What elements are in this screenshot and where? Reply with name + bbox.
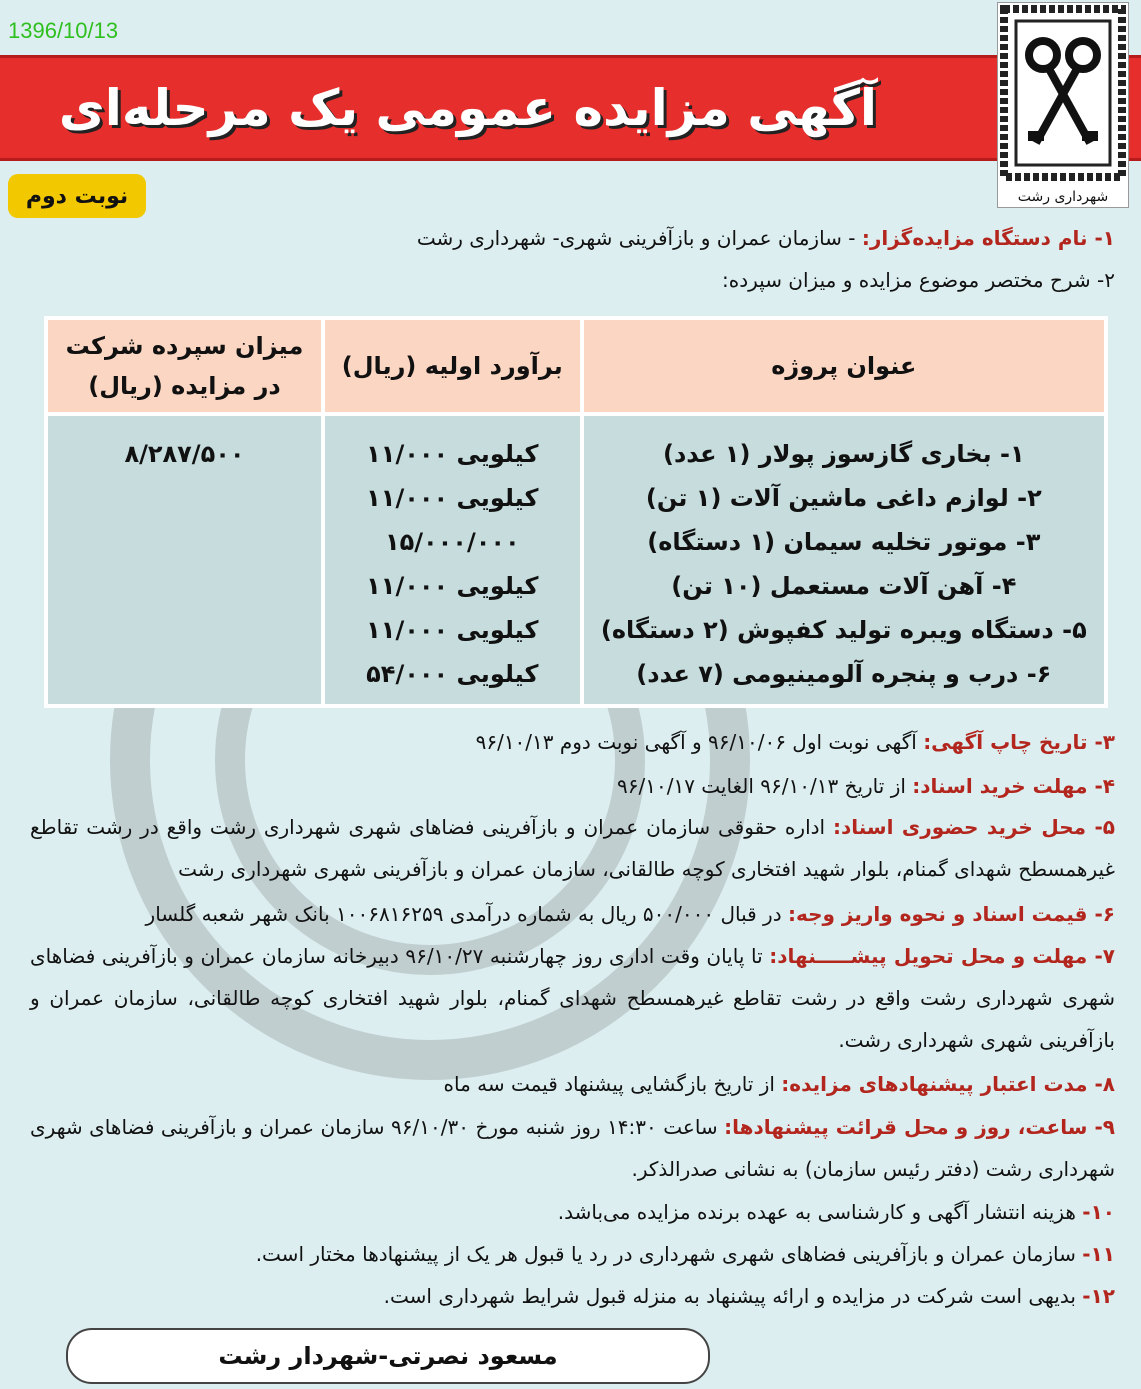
section-8 (444, 1070, 1116, 1098)
section-6-label: ۶- قیمت اسناد و نحوه واریز وجه: (787, 902, 1115, 926)
section-6-text: در قبال ۵۰۰/۰۰۰ ریال به شماره درآمدی ۱۰۰۶۸۱۶۲۵۹ بانک شهر شعبه گلسار (145, 902, 788, 926)
section-12-num: ۱۲- (1082, 1284, 1115, 1308)
header-project-title: عنوان پروژه (584, 320, 1104, 412)
estimate-list (325, 416, 580, 704)
section-4-text: از تاریخ ۹۶/۱۰/۱۳ الغایت ۹۶/۱۰/۱۷ (617, 774, 913, 798)
date-stamp: 1396/10/13 (8, 18, 119, 43)
section-7-label: ۷- مهلت و محل تحویل پیشـــــنهاد: (769, 944, 1116, 968)
crossed-keys-icon (998, 3, 1128, 183)
section-11-text: سازمان عمران و بازآفرینی فضاهای شهری شهرداری در رد یا قبول هر یک از پیشنهادها مختار است. (255, 1242, 1083, 1266)
estimate-item: کیلویی ۱۱/۰۰۰ (366, 616, 539, 644)
section-2: ۲- شرح مختصر موضوع مزایده و میزان سپرده: (722, 268, 1115, 292)
section-9 (30, 1106, 1115, 1190)
section-5-text: اداره حقوقی سازمان عمران و بازآفرینی فضاهای شهری شهرداری رشت واقع در رشت تقاطع غیرهمسطح شهدای گمنام، بلوار شهید افتخاری کوچه طالقانی، سازمان عمران و بازآفرینی شهری شهرداری رشت (30, 815, 1115, 881)
project-item: ۱- بخاری گازسوز پولار (۱ عدد) (662, 440, 1025, 468)
section-1-text: - سازمان عمران و بازآفرینی شهری- شهرداری رشت (416, 226, 862, 250)
section-12 (384, 1282, 1115, 1310)
page-title: آگهی مزایده عمومی یک مرحله‌ای (58, 79, 878, 137)
project-item: ۶- درب و پنجره آلومینیومی (۷ عدد) (636, 660, 1052, 688)
section-10-text: هزینه انتشار آگهی و کارشناسی به عهده برنده مزایده می‌باشد. (557, 1200, 1083, 1224)
estimate-item: کیلویی ۱۱/۰۰۰ (366, 572, 539, 600)
section-7 (30, 935, 1115, 1061)
section-8-label: ۸- مدت اعتبار پیشنهادهای مزایده: (781, 1072, 1115, 1096)
table-row (48, 416, 1104, 704)
project-list (584, 416, 1104, 704)
project-item: ۲- لوازم داغی ماشین آلات (۱ تن) (645, 484, 1042, 512)
header-deposit: میزان سپرده شرکت در مزایده (ریال) (48, 320, 321, 412)
signature: مسعود نصرتی-شهردار رشت (66, 1328, 710, 1384)
project-item: ۴- آهن آلات مستعمل (۱۰ تن) (671, 572, 1017, 600)
section-11-num: ۱۱- (1082, 1242, 1115, 1266)
section-10 (558, 1198, 1115, 1226)
section-7-text: تا پایان وقت اداری روز چهارشنبه ۹۶/۱۰/۲۷ دبیرخانه سازمان عمران و بازآفرینی فضاهای شهری شهرداری رشت واقع در رشت تقاطع غیرهمسطح شهدای گمنام، بلوار شهید افتخاری کوچه طالقانی، سازمان عمران و بازآفرینی شهری شهرداری رشت. (30, 944, 1115, 1052)
header-initial-estimate: برآورد اولیه (ریال) (325, 320, 580, 412)
title-banner (0, 55, 1141, 161)
project-item: ۵- دستگاه ویبره تولید کفپوش (۲ دستگاه) (600, 616, 1087, 644)
deposit-amount: ۸/۲۸۷/۵۰۰ (48, 416, 321, 704)
section-3 (476, 728, 1115, 756)
section-9-label: ۹- ساعت، روز و محل قرائت پیشنهادها: (724, 1115, 1115, 1139)
section-5 (30, 806, 1115, 890)
section-1-label: ۱- نام دستگاه مزایده‌گزار: (861, 226, 1115, 250)
section-3-label: ۳- تاریخ چاپ آگهی: (923, 730, 1115, 754)
logo-caption: شهرداری رشت (1017, 189, 1109, 205)
section-9-text: ساعت ۱۴:۳۰ روز شنبه مورخ ۹۶/۱۰/۳۰ سازمان عمران و بازآفرینی فضاهای شهری شهرداری رشت (دفتر رئیس سازمان) به نشانی صدرالذکر. (30, 1115, 1115, 1181)
estimate-item: ۱۵/۰۰۰/۰۰۰ (384, 528, 520, 556)
auction-items-table (44, 316, 1108, 708)
section-10-num: ۱۰- (1082, 1200, 1115, 1224)
estimate-item: کیلویی ۱۱/۰۰۰ (366, 440, 539, 468)
section-4-label: ۴- مهلت خرید اسناد: (912, 774, 1115, 798)
estimate-item: کیلویی ۵۴/۰۰۰ (366, 660, 539, 688)
section-1 (417, 224, 1115, 252)
section-4 (617, 772, 1115, 800)
section-5-label: ۵- محل خرید حضوری اسناد: (832, 815, 1116, 839)
section-3-text: آگهی نوبت اول ۹۶/۱۰/۰۶ و آگهی نوبت دوم ۹۶/۱۰/۱۳ (475, 730, 924, 754)
section-6 (146, 900, 1115, 928)
section-11 (256, 1240, 1115, 1268)
project-item: ۳- موتور تخلیه سیمان (۱ دستگاه) (647, 528, 1041, 556)
section-8-text: از تاریخ بازگشایی پیشنهاد قیمت سه ماه (443, 1072, 782, 1096)
municipality-logo (997, 2, 1129, 208)
section-12-text: بدیهی است شرکت در مزایده و ارائه پیشنهاد به منزله قبول شرایط شهرداری است. (383, 1284, 1083, 1308)
estimate-item: کیلویی ۱۱/۰۰۰ (366, 484, 539, 512)
round-badge: نوبت دوم (8, 174, 146, 218)
